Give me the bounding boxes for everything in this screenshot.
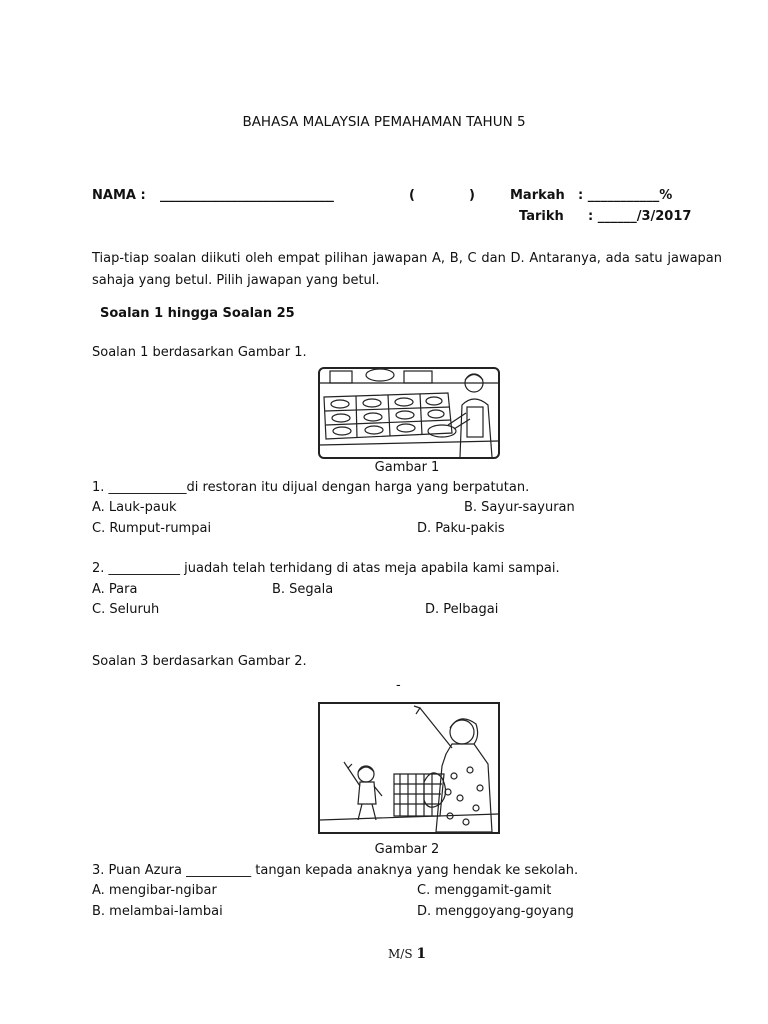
intro-q3: Soalan 3 berdasarkan Gambar 2.: [92, 654, 307, 669]
q3-option-b[interactable]: B. melambai-lambai: [92, 904, 223, 919]
page-number-value: 1: [416, 946, 427, 962]
page-number-label: M/S: [388, 947, 413, 961]
q1-option-b[interactable]: B. Sayur-sayuran: [464, 500, 575, 515]
q1-option-a[interactable]: A. Lauk-pauk: [92, 500, 177, 515]
markah-value[interactable]: : ___________%: [578, 188, 673, 203]
restaurant-illustration: [320, 369, 498, 457]
q2-option-a[interactable]: A. Para: [92, 582, 138, 597]
paren-open: (: [409, 188, 415, 203]
figure-2-caption: Gambar 2: [374, 842, 440, 857]
tarikh-value[interactable]: : ______/3/2017: [588, 209, 692, 224]
q3-option-d[interactable]: D. menggoyang-goyang: [417, 904, 574, 919]
section-heading: Soalan 1 hingga Soalan 25: [100, 306, 295, 321]
intro-q1: Soalan 1 berdasarkan Gambar 1.: [92, 345, 307, 360]
question-1-text: 1. ____________di restoran itu dijual dengan harga yang berpatutan.: [92, 480, 530, 495]
figure-1-illustration: [318, 367, 500, 459]
figure-2-illustration: [318, 702, 500, 834]
figure-1-caption: Gambar 1: [374, 460, 440, 475]
question-2-text: 2. ___________ juadah telah terhidang di atas meja apabila kami sampai.: [92, 561, 560, 576]
q1-option-d[interactable]: D. Paku-pakis: [417, 521, 505, 536]
tarikh-label: Tarikh: [519, 209, 564, 224]
markah-label: Markah: [510, 188, 565, 203]
instructions: Tiap-tiap soalan diikuti oleh empat pilihan jawapan A, B, C dan D. Antaranya, ada satu jawapan sahaja yang betul. Pilih jawapan yang betul.: [92, 251, 722, 288]
nama-label: NAMA :: [92, 188, 146, 203]
q2-option-c[interactable]: C. Seluruh: [92, 602, 160, 617]
q3-option-c[interactable]: C. menggamit-gamit: [417, 883, 552, 898]
q1-option-c[interactable]: C. Rumput-rumpai: [92, 521, 212, 536]
q3-option-a[interactable]: A. mengibar-ngibar: [92, 883, 217, 898]
q2-option-d[interactable]: D. Pelbagai: [425, 602, 499, 617]
nama-line[interactable]: ____________________________: [160, 188, 334, 203]
question-3-text: 3. Puan Azura __________ tangan kepada anaknya yang hendak ke sekolah.: [92, 863, 579, 878]
waving-illustration: [320, 704, 498, 832]
page-title: BAHASA MALAYSIA PEMAHAMAN TAHUN 5: [242, 114, 526, 130]
page-number: [388, 946, 426, 962]
paren-close: ): [469, 188, 475, 203]
dash-mark: -: [396, 678, 401, 693]
q2-option-b[interactable]: B. Segala: [272, 582, 334, 597]
